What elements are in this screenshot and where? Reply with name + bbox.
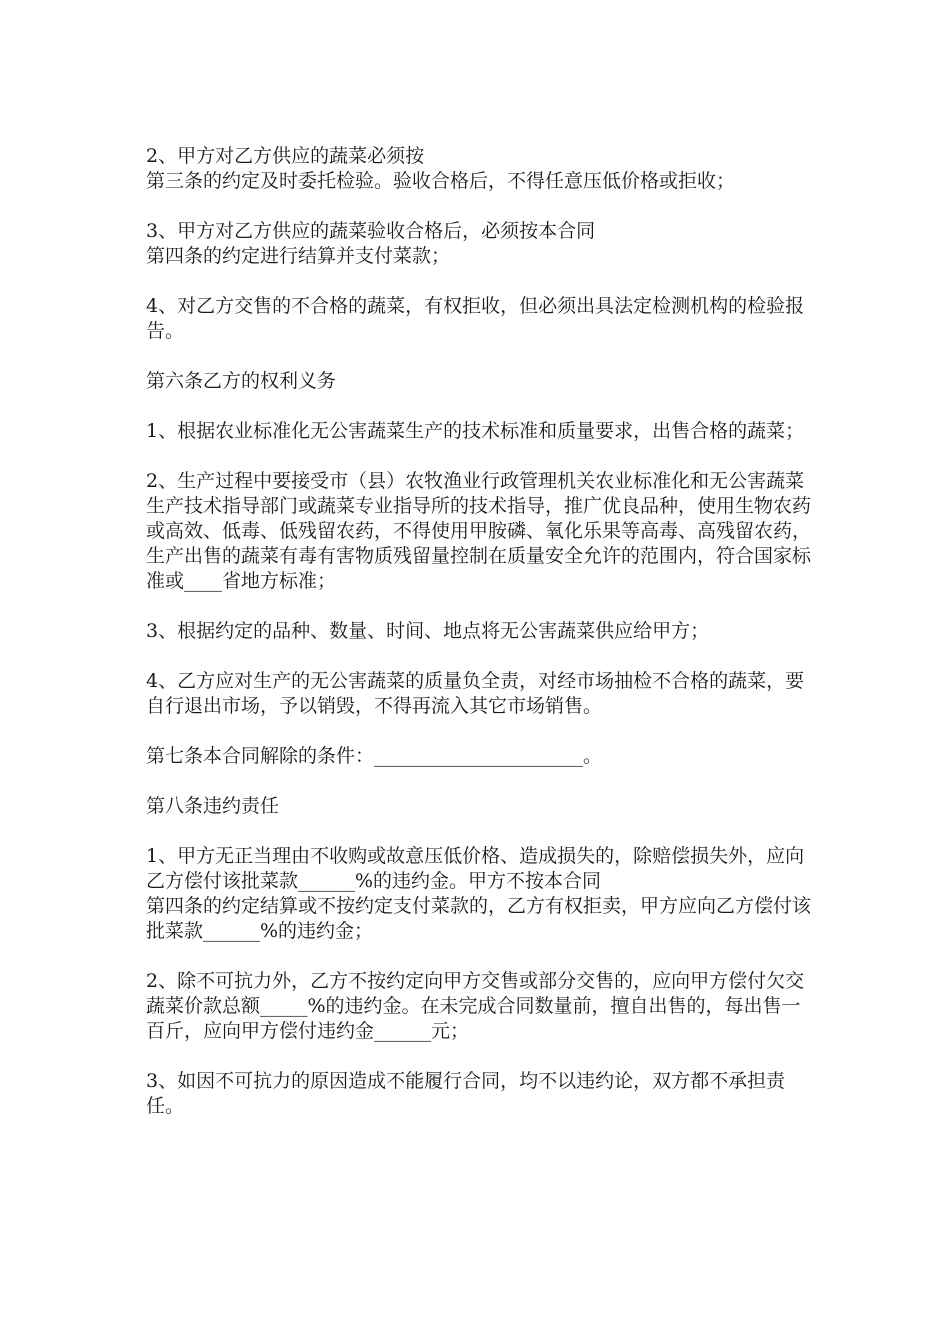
section-heading-article-6: 第六条乙方的权利义务 [146,370,337,392]
clause-5-item-3: 3、甲方对乙方供应的蔬菜验收合格后，必须按本合同 第四条的约定进行结算并支付菜款； [146,220,596,267]
clause-8-item-3: 3、如因不可抗力的原因造成不能履行合同，均不以违约论，双方都不承担责任。 [146,1070,786,1117]
document-body [146,144,814,1119]
clause-6-item-2: 2、生产过程中要接受市（县）农牧渔业行政管理机关农业标准化和无公害蔬菜生产技术指导部门或蔬菜专业指导所的技术指导，推广优良品种，使用生物农药或高效、低毒、低残留农药，不得使用甲胺磷、氧化乐果等高毒、高残留农药，生产出售的蔬菜有毒有害物质残留量控制在质量安全允许的范围内，符合国家标准或____省地方标准； [146,470,812,592]
clause-6-item-3: 3、根据约定的品种、数量、时间、地点将无公害蔬菜供应给甲方； [146,620,710,642]
clause-5-item-2: 2、甲方对乙方供应的蔬菜必须按 第三条的约定及时委托检验。验收合格后，不得任意压低价格或拒收； [146,145,736,192]
clause-5-item-4: 4、对乙方交售的不合格的蔬菜，有权拒收，但必须出具法定检测机构的检验报告。 [146,295,805,342]
section-heading-article-8: 第八条违约责任 [146,795,280,817]
clause-6-item-4: 4、乙方应对生产的无公害蔬菜的质量负全责，对经市场抽检不合格的蔬菜，要自行退出市场，予以销毁，不得再流入其它市场销售。 [146,670,805,717]
clause-8-item-2: 2、除不可抗力外，乙方不按约定向甲方交售或部分交售的，应向甲方偿付欠交蔬菜价款总额_____%的违约金。在未完成合同数量前，擅自出售的，每出售一百斤，应向甲方偿付违约金______元； [146,970,805,1042]
section-heading-article-7: 第七条本合同解除的条件：______________________。 [146,745,603,767]
clause-6-item-1: 1、根据农业标准化无公害蔬菜生产的技术标准和质量要求，出售合格的蔬菜； [146,420,805,442]
clause-8-item-1: 1、甲方无正当理由不收购或故意压低价格、造成损失的，除赔偿损失外，应向乙方偿付该批菜款______%的违约金。甲方不按本合同 第四条的约定结算或不按约定支付菜款的，乙方有权拒卖，甲方应向乙方偿付该批菜款______%的违约金； [146,845,812,942]
